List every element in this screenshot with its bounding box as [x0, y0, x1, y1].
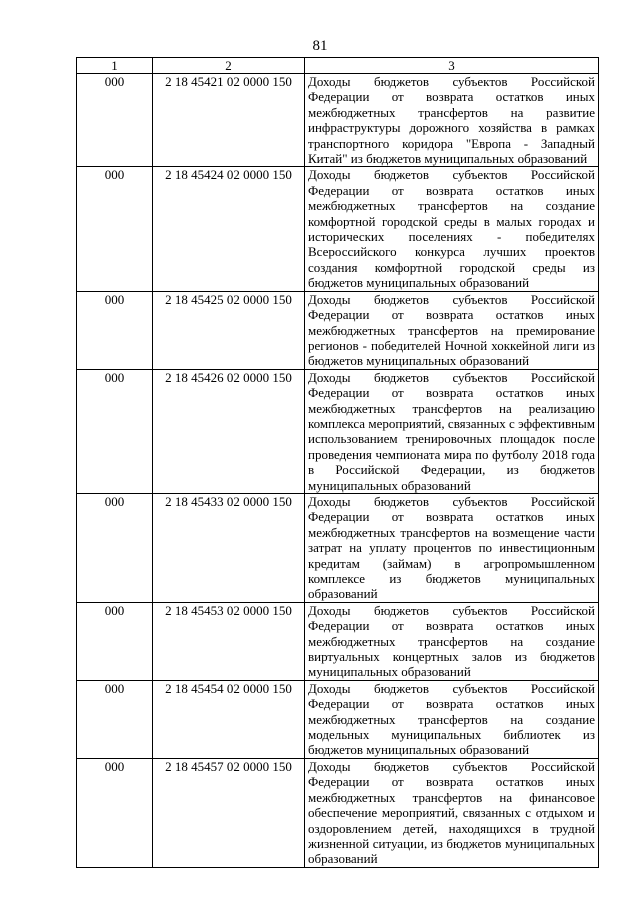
budget-classification-table	[76, 57, 599, 868]
budget-code-cell: 2 18 45453 02 0000 150	[153, 602, 305, 680]
budget-code-cell: 2 18 45426 02 0000 150	[153, 369, 305, 493]
admin-code-cell: 000	[77, 602, 153, 680]
admin-code-cell: 000	[77, 369, 153, 493]
budget-code-cell: 2 18 45424 02 0000 150	[153, 167, 305, 291]
admin-code-cell: 000	[77, 291, 153, 369]
description-cell: Доходы бюджетов субъектов Российской Федерации от возврата остатков иных межбюджетных трансфертов на развитие инфраструктуры дорожного хозяйства в рамках транспортного коридора "Европа - Западный Китай" из бюджетов муниципальных образований	[305, 74, 599, 167]
table-row	[77, 602, 599, 680]
table-row	[77, 680, 599, 758]
description-cell: Доходы бюджетов субъектов Российской Федерации от возврата остатков иных межбюджетных трансфертов на возмещение части затрат на уплату процентов по инвестиционным кредитам (займам) в агропромышленном комплексе из бюджетов муниципальных образований	[305, 493, 599, 602]
budget-code-cell: 2 18 45454 02 0000 150	[153, 680, 305, 758]
table-row	[77, 493, 599, 602]
table-row	[77, 167, 599, 291]
table-row	[77, 369, 599, 493]
table-row	[77, 758, 599, 867]
budget-code-cell: 2 18 45421 02 0000 150	[153, 74, 305, 167]
budget-code-cell: 2 18 45433 02 0000 150	[153, 493, 305, 602]
budget-code-cell: 2 18 45457 02 0000 150	[153, 758, 305, 867]
description-cell: Доходы бюджетов субъектов Российской Федерации от возврата остатков иных межбюджетных трансфертов на создание комфортной городской среды в малых городах и исторических поселениях - победителях Всероссийского конкурса лучших проектов создания комфортной городской среды из бюджетов муниципальных образований	[305, 167, 599, 291]
admin-code-cell: 000	[77, 167, 153, 291]
table-row	[77, 291, 599, 369]
description-cell: Доходы бюджетов субъектов Российской Федерации от возврата остатков иных межбюджетных трансфертов на премирование регионов - победителей Ночной хоккейной лиги из бюджетов муниципальных образований	[305, 291, 599, 369]
description-cell: Доходы бюджетов субъектов Российской Федерации от возврата остатков иных межбюджетных трансфертов на финансовое обеспечение мероприятий, связанных с отдыхом и оздоровлением детей, находящихся в трудной жизненной ситуации, из бюджетов муниципальных образований	[305, 758, 599, 867]
admin-code-cell: 000	[77, 74, 153, 167]
admin-code-cell: 000	[77, 493, 153, 602]
description-cell: Доходы бюджетов субъектов Российской Федерации от возврата остатков иных межбюджетных трансфертов на реализацию комплекса мероприятий, связанных с эффективным использованием тренировочных площадок после проведения чемпионата мира по футболу 2018 года в Российской Федерации, из бюджетов муниципальных образований	[305, 369, 599, 493]
table-header-row	[77, 58, 599, 74]
description-cell: Доходы бюджетов субъектов Российской Федерации от возврата остатков иных межбюджетных трансфертов на создание модельных муниципальных библиотек из бюджетов муниципальных образований	[305, 680, 599, 758]
table-row	[77, 74, 599, 167]
column-header-2: 2	[153, 58, 305, 74]
page-number: 81	[312, 38, 328, 54]
column-header-1: 1	[77, 58, 153, 74]
admin-code-cell: 000	[77, 680, 153, 758]
admin-code-cell: 000	[77, 758, 153, 867]
column-header-3: 3	[305, 58, 599, 74]
description-cell: Доходы бюджетов субъектов Российской Федерации от возврата остатков иных межбюджетных трансфертов на создание виртуальных концертных залов из бюджетов муниципальных образований	[305, 602, 599, 680]
budget-code-cell: 2 18 45425 02 0000 150	[153, 291, 305, 369]
